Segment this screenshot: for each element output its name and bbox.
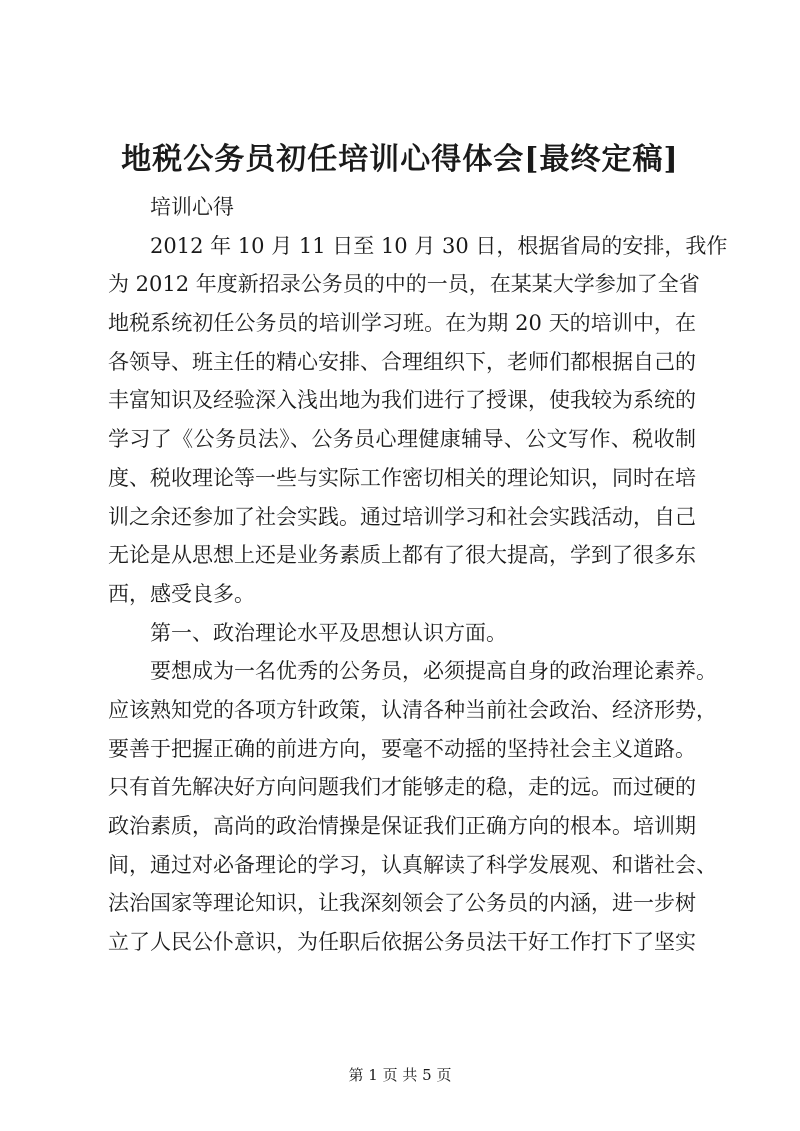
section-heading: 培训心得 <box>150 195 234 219</box>
paragraph-line: 要善于把握正确的前进方向，要毫不动摇的坚持社会主义道路。 <box>108 736 696 761</box>
paragraph-line: 训之余还参加了社会实践。通过培训学习和社会实践活动，自己 <box>108 504 696 529</box>
paragraph-line: 2012 年 10 月 11 日至 10 月 30 日，根据省局的安排，我作 <box>150 233 728 258</box>
paragraph-line: 地税系统初任公务员的培训学习班。在为期 20 天的培训中，在 <box>108 311 696 336</box>
paragraph-line: 学习了《公务员法》、公务员心理健康辅导、公文写作、税收制 <box>108 427 696 452</box>
document-title: 地税公务员初任培训心得体会[最终定稿] <box>121 142 679 177</box>
paragraph-line: 各领导、班主任的精心安排、合理组织下，老师们都根据自己的 <box>108 349 696 374</box>
paragraph-line: 无论是从思想上还是业务素质上都有了很大提高，学到了很多东 <box>108 543 696 568</box>
section-heading: 第一、政治理论水平及思想认识方面。 <box>150 620 507 645</box>
paragraph-line: 法治国家等理论知识，让我深刻领会了公务员的内涵，进一步树 <box>108 891 696 916</box>
paragraph-line: 要想成为一名优秀的公务员，必须提高自身的政治理论素养。 <box>150 659 717 684</box>
paragraph-line: 立了人民公仆意识，为任职后依据公务员法干好工作打下了坚实 <box>108 930 696 955</box>
paragraph-line: 度、税收理论等一些与实际工作密切相关的理论知识，同时在培 <box>108 465 696 490</box>
page-number-footer: 第 1 页 共 5 页 <box>348 1066 452 1084</box>
paragraph-line: 西，感受良多。 <box>108 581 255 606</box>
paragraph-line: 为 2012 年度新招录公务员的中的一员，在某某大学参加了全省 <box>108 272 700 297</box>
paragraph-line: 丰富知识及经验深入浅出地为我们进行了授课，使我较为系统的 <box>108 388 696 413</box>
paragraph-line: 应该熟知党的各项方针政策，认清各种当前社会政治、经济形势， <box>108 697 717 722</box>
paragraph-line: 只有首先解决好方向问题我们才能够走的稳，走的远。而过硬的 <box>108 775 696 800</box>
document-body <box>108 188 728 962</box>
paragraph-line: 间，通过对必备理论的学习，认真解读了科学发展观、和谐社会、 <box>108 852 717 877</box>
paragraph-line: 政治素质，高尚的政治情操是保证我们正确方向的根本。培训期 <box>108 814 696 838</box>
